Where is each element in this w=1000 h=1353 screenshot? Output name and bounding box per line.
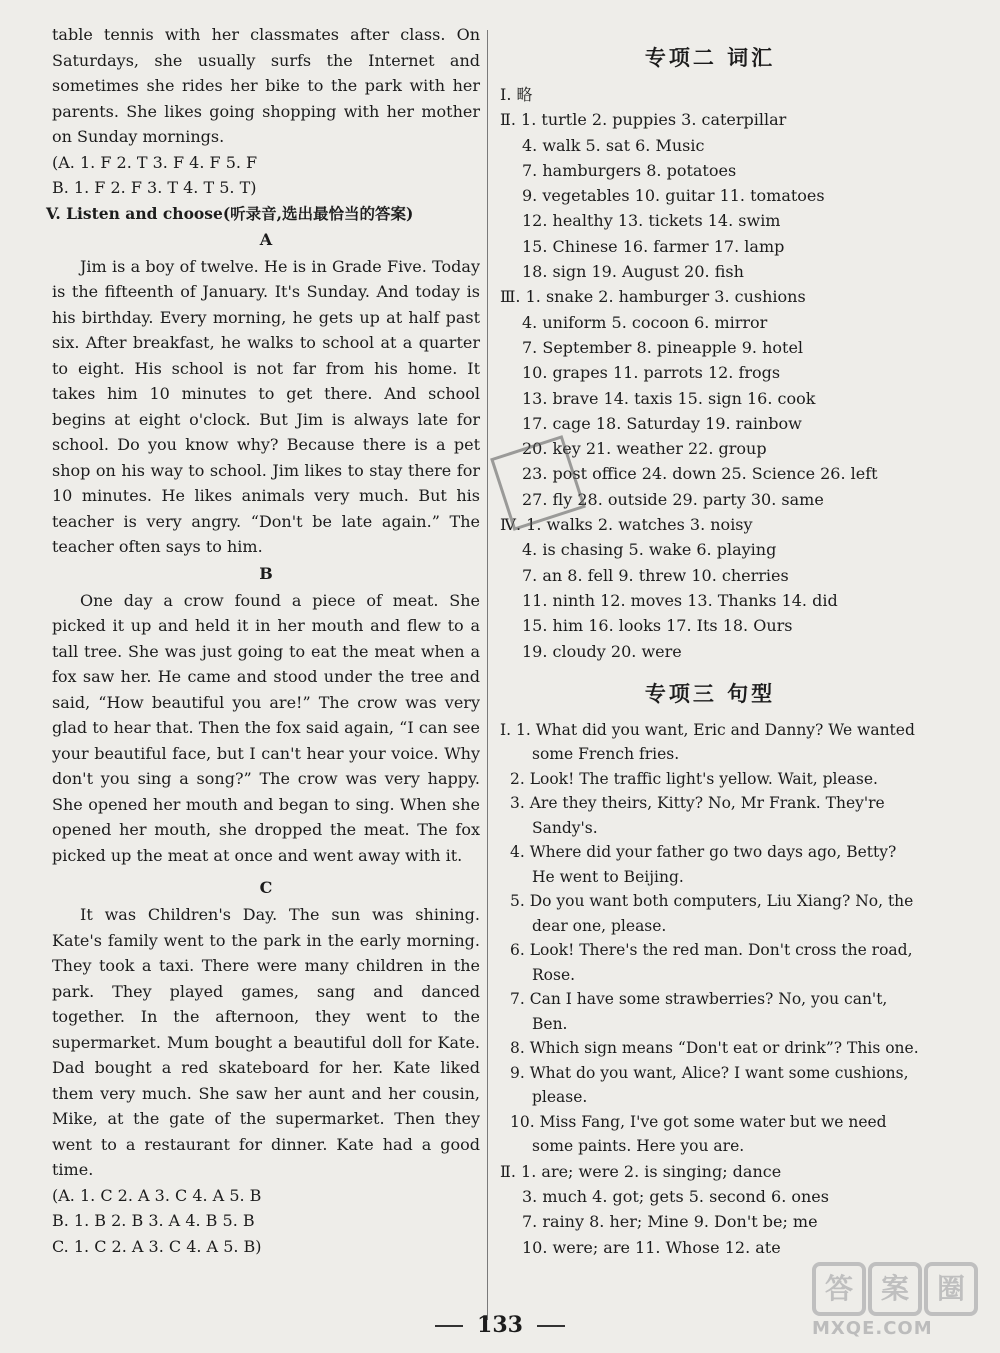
passage-text: It was Children's Day. The sun was shining. Kate's family went to the park in the early morning. They took a taxi. There were many children in the park. They played games, sang and danced together. In the afternoon, they went to the supermarket. Mum bought a beautiful doll for Kate. Dad bought a red skateboard for her. Kate liked them very much. She saw her aunt and her cousin, Mike, at the gate of the supermarket. Then they went to a restaurant for dinner. Kate had a good time. bbox=[52, 905, 480, 1179]
answer-line: 17. cage 18. Saturday 19. rainbow bbox=[522, 413, 802, 433]
right-column bbox=[500, 38, 920, 1260]
passage-text: Jim is a boy of twelve. He is in Grade Five. Today is the fifteenth of January. It's Sunday. And today is his birthday. Every morning, he gets up at half past six. After breakfast, he walks to school at a quarter to eight. His school is not far from his home. It takes him 10 minutes to get there. And school begins at eight o'clock. But Jim is always late for school. Do you know why? Because there is a pet shop on his way to school. Jim likes to stay there for 10 minutes. He likes animals very much. But his teacher is very angry. “Don't be late again.” The teacher often says to him. bbox=[52, 256, 480, 556]
site-watermark bbox=[782, 1262, 982, 1342]
answer-line: 13. brave 14. taxis 15. sign 16. cook bbox=[522, 388, 816, 408]
answer-line: 7. hamburgers 8. potatoes bbox=[522, 160, 737, 180]
answer-line: 20. key 21. weather 22. group bbox=[522, 439, 767, 459]
answer-line: 2. Look! The traffic light's yellow. Wait, please. bbox=[510, 769, 878, 788]
page-number: 133 bbox=[0, 1312, 1000, 1338]
answer-line: 10. were; are 11. Whose 12. ate bbox=[522, 1237, 781, 1257]
answer-line: 4. uniform 5. cocoon 6. mirror bbox=[522, 312, 768, 332]
answer-line: 4. Where did your father go two days ago, Betty? He went to Beijing. bbox=[510, 843, 897, 886]
passage-label: A bbox=[259, 229, 273, 249]
answer-line: 27. fly 28. outside 29. party 30. same bbox=[522, 489, 824, 509]
answer-line: Ⅲ. 1. snake 2. hamburger 3. cushions bbox=[500, 287, 806, 307]
answer-line: 15. him 16. looks 17. Its 18. Ours bbox=[522, 616, 793, 636]
answer-line: 10. Miss Fang, I've got some water but we need some paints. Here you are. bbox=[510, 1112, 887, 1156]
sentence-answers bbox=[500, 718, 920, 1159]
answer-line: B. 1. F 2. F 3. T 4. T 5. T) bbox=[52, 178, 257, 197]
answer-line: 7. Can I have some strawberries? No, you can't, Ben. bbox=[510, 990, 888, 1033]
answer-line: 18. sign 19. August 20. fish bbox=[522, 262, 744, 282]
watermark-url: MXQE.COM bbox=[812, 1318, 933, 1339]
answer-line: C. 1. C 2. A 3. C 4. A 5. B) bbox=[52, 1236, 262, 1256]
answer-line: 12. healthy 13. tickets 14. swim bbox=[522, 211, 781, 231]
answer-line: 19. cloudy 20. were bbox=[522, 641, 682, 661]
answer-line: 4. is chasing 5. wake 6. playing bbox=[522, 540, 777, 560]
answer-line: 11. ninth 12. moves 13. Thanks 14. did bbox=[522, 590, 838, 610]
sentence-answers-part2 bbox=[500, 1159, 920, 1260]
section-title: 专项三 句型 bbox=[644, 680, 776, 706]
answer-line: 7. rainy 8. her; Mine 9. Don't be; me bbox=[522, 1212, 818, 1232]
answer-line: 8. Which sign means “Don't eat or drink”? This one. bbox=[510, 1039, 919, 1058]
answer-line: Ⅰ. 略 bbox=[500, 85, 533, 104]
answer-line: Ⅱ. 1. are; were 2. is singing; dance bbox=[500, 1161, 782, 1181]
passage-label: C bbox=[259, 878, 273, 897]
answer-line: Ⅰ. 1. What did you want, Eric and Danny? We wanted some French fries. bbox=[500, 720, 915, 764]
answer-line: B. 1. B 2. B 3. A 4. B 5. B bbox=[52, 1211, 255, 1230]
answer-line: 5. Do you want both computers, Liu Xiang? No, the dear one, please. bbox=[510, 892, 914, 935]
watermark-char: 案 bbox=[868, 1262, 922, 1316]
passage-continuation: table tennis with her classmates after class. On Saturdays, she usually surfs the Internet and sometimes she rides her bike to the park with her parents. She likes going shopping with her mother on Sunday mornings. bbox=[52, 25, 480, 146]
answer-line: 7. September 8. pineapple 9. hotel bbox=[522, 337, 804, 357]
answer-line: Ⅱ. 1. turtle 2. puppies 3. caterpillar bbox=[500, 110, 787, 130]
answer-line: Ⅳ. 1. walks 2. watches 3. noisy bbox=[500, 515, 753, 535]
answer-line: 6. Look! There's the red man. Don't cross the road, Rose. bbox=[510, 941, 913, 984]
answer-line: 9. What do you want, Alice? I want some cushions, please. bbox=[510, 1063, 909, 1107]
answer-line: 4. walk 5. sat 6. Music bbox=[522, 135, 705, 155]
answer-line: (A. 1. C 2. A 3. C 4. A 5. B bbox=[52, 1185, 262, 1205]
answer-line: 9. vegetables 10. guitar 11. tomatoes bbox=[522, 186, 825, 206]
watermark-char: 圈 bbox=[924, 1262, 978, 1316]
answer-line: 3. Are they theirs, Kitty? No, Mr Frank. They're Sandy's. bbox=[510, 794, 885, 837]
left-column bbox=[46, 22, 480, 1259]
answer-line: 15. Chinese 16. farmer 17. lamp bbox=[522, 236, 785, 256]
answer-line: 10. grapes 11. parrots 12. frogs bbox=[522, 363, 781, 383]
passage-text: One day a crow found a piece of meat. She picked it up and held it in her mouth and flew to a tall tree. She was just going to eat the meat when a fox saw her. He came and stood under the tree and said, “How beautiful you are!” The crow was very glad to hear that. Then the fox said again, “I can see your beautiful face, but I can't hear your voice. Why don't you sing a song?” The crow was very happy. She opened her mouth and began to sing. When she opened her mouth, she dropped the meat. The fox picked up the meat at once and went away with it. bbox=[52, 590, 480, 865]
watermark-char: 答 bbox=[812, 1262, 866, 1316]
vocab-answers bbox=[500, 82, 920, 664]
section-title: 专项二 词汇 bbox=[644, 45, 776, 70]
answer-line: (A. 1. F 2. T 3. F 4. F 5. F bbox=[52, 152, 258, 172]
passage-label: B bbox=[259, 563, 273, 583]
answer-line: 3. much 4. got; gets 5. second 6. ones bbox=[522, 1187, 829, 1207]
answer-line: 23. post office 24. down 25. Science 26. left bbox=[522, 464, 878, 484]
answer-line: 7. an 8. fell 9. threw 10. cherries bbox=[522, 565, 789, 585]
section-heading: V. Listen and choose(听录音,选出最恰当的答案) bbox=[46, 203, 414, 223]
column-divider bbox=[487, 30, 488, 1320]
